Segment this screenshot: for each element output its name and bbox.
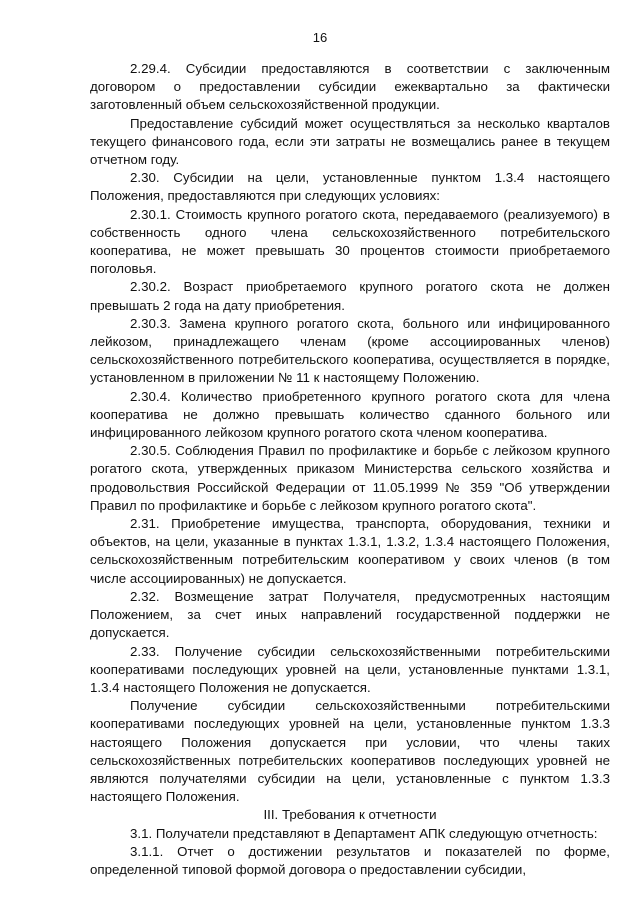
paragraph-2-30-3: 2.30.3. Замена крупного рогатого скота, больного или инфицированного лейкозом, принадлежащего членам (кроме ассоциированных членов) сельскохозяйственного потребительского кооператива, осуществляется в порядке, установленном в приложении № 11 к настоящему Положению. xyxy=(90,315,610,386)
paragraph-2-30-4: 2.30.4. Количество приобретенного крупного рогатого скота для члена кооператива не должно превышать количество сданного больного или инфицированного лейкозом крупного рогатого скота членом кооператива. xyxy=(90,388,610,441)
paragraph-2-30-1: 2.30.1. Стоимость крупного рогатого скота, передаваемого (реализуемого) в собственность одного члена сельскохозяйственного потребительского кооператива, не может превышать 30 процентов стоимости приобретаемого поголовья. xyxy=(90,206,610,277)
paragraph-2-31: 2.31. Приобретение имущества, транспорта, оборудования, техники и объектов, на цели, указанные в пунктах 1.3.1, 1.3.2, 1.3.4 настоящего Положения, сельскохозяйственным потребительским кооперативом у своих членов (в том числе ассоциированных) не допускается. xyxy=(90,516,610,586)
paragraph-2-29-4: 2.29.4. Субсидии предоставляются в соответствии с заключенным договором о предоставлении субсидии ежеквартально за фактически заготовленный объем сельскохозяйственной продукции. xyxy=(90,61,610,113)
paragraph-subsidy-quarters: Предоставление субсидий может осуществляться за несколько кварталов текущего финансового года, если эти затраты не возмещались ранее в текущем отчетном году. xyxy=(90,115,610,168)
page-number: 16 xyxy=(312,30,328,45)
paragraph-3-1-1: 3.1.1. Отчет о достижении результатов и показателей по форме, определенной типовой формой договора о предоставлении субсидии, xyxy=(90,843,610,877)
paragraph-2-33: 2.33. Получение субсидии сельскохозяйственными потребительскими кооперативами последующих уровней на цели, установленные пунктами 1.3.1, 1.3.4 настоящего Положения не допускается. xyxy=(90,643,610,695)
paragraph-receiving-subsidy: Получение субсидии сельскохозяйственными потребительскими кооперативами последующих уровней на цели, установленные пунктом 1.3.3 настоящего Положения допускается при условии, что члены таких сельскохозяйственных потребительских кооперативов последующих уровней не являются получателями субсидии на цели, установленные с пунктом 1.3.3 настоящего Положения. xyxy=(90,698,610,805)
paragraph-2-30: 2.30. Субсидии на цели, установленные пунктом 1.3.4 настоящего Положения, предоставляются при следующих условиях: xyxy=(90,170,610,204)
document-body xyxy=(90,60,610,879)
paragraph-2-30-2: 2.30.2. Возраст приобретаемого крупного рогатого скота не должен превышать 2 года на дату приобретения. xyxy=(90,279,610,313)
section-heading: III. Требования к отчетности xyxy=(263,807,437,823)
paragraph-3-1: 3.1. Получатели представляют в Департамент АПК следующую отчетность: xyxy=(130,825,598,841)
paragraph-2-32: 2.32. Возмещение затрат Получателя, предусмотренных настоящим Положением, за счет иных направлений государственной поддержки не допускается. xyxy=(90,588,610,641)
paragraph-2-30-5: 2.30.5. Соблюдения Правил по профилактике и борьбе с лейкозом крупного рогатого скота, утвержденных приказом Министерства сельского хозяйства и продовольствия Российской Федерации от 11.05.1999 № 359 "Об утверждении Правил по профилактике и борьбе с лейкозом крупного рогатого скота". xyxy=(90,443,610,513)
